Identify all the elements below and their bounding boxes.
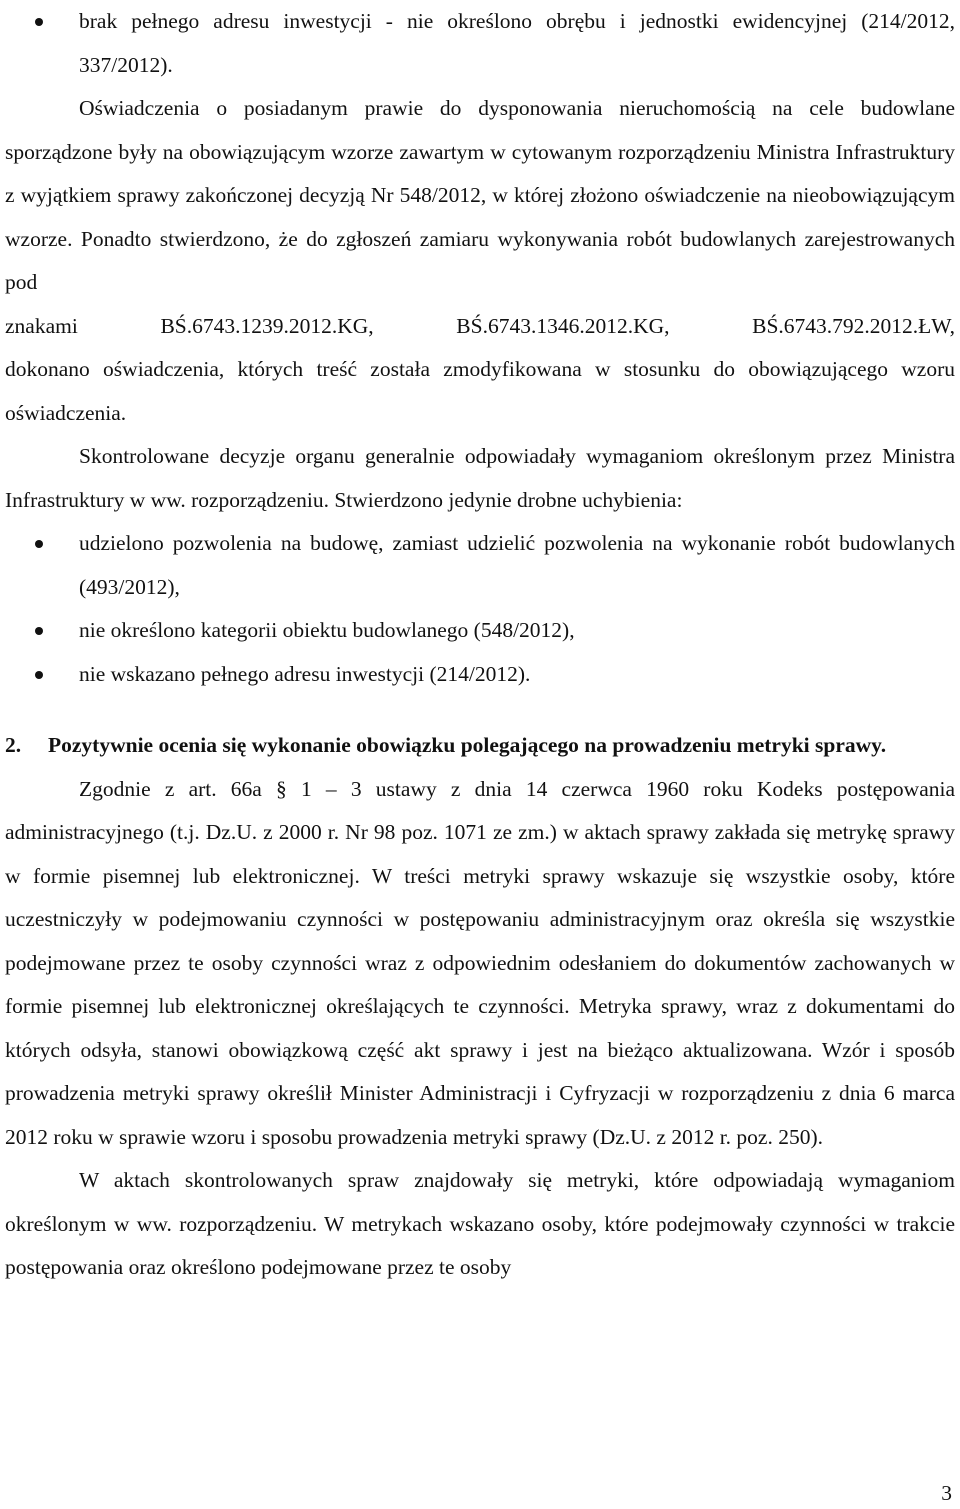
- case-code: BŚ.6743.1346.2012.KG,: [456, 313, 670, 338]
- bullet-icon: [35, 18, 43, 26]
- document-page: [5, 0, 955, 1290]
- section-heading: [5, 724, 955, 768]
- list-item: [5, 653, 955, 697]
- paragraph-legal-basis: Zgodnie z art. 66a § 1 – 3 ustawy z dnia 14 czerwca 1960 roku Kodeks postępowania administracyjnego (t.j. Dz.U. z 2000 r. Nr 98 poz. 1071 ze zm.) w aktach sprawy zakłada się metrykę sprawy w formie pisemnej lub elektronicznej. W treści metryki sprawy wskazuje się wszystkie osoby, które uczestniczyły w podejmowaniu czynności w postępowaniu administracyjnym oraz określa się wszystkie podejmowane przez te osoby czynności wraz z odpowiednim odesłaniem do dokumentów zachowanych w formie pisemnej lub elektronicznej określających te czynności. Metryka sprawy, wraz z dokumentami do których odsyła, stanowi obowiązkową część akt sprawy i jest na bieżąco aktualizowana. Wzór i sposób prowadzenia metryki sprawy określił Minister Administracji i Cyfryzacji w rozporządzeniu z dnia 6 marca 2012 roku w sprawie wzoru i sposobu prowadzenia metryki sprawy (Dz.U. z 2012 r. poz. 250).: [5, 776, 955, 1149]
- list-item-text: nie określono kategorii obiektu budowlanego (548/2012),: [79, 618, 575, 642]
- bullet-icon: [35, 540, 43, 548]
- paragraph-declarations: Oświadczenia o posiadanym prawie do dysponowania nieruchomością na cele budowlane sporządzone były na obowiązującym wzorze zawartym w cytowanym rozporządzeniu Ministra Infrastruktury z wyjątkiem sprawy zakończonej decyzją Nr 548/2012, w której złożono oświadczenie na nieobowiązującym wzorze. Ponadto stwierdzono, że do zgłoszeń zamiaru wykonywania robót budowlanych zarejestrowanych pod: [5, 96, 955, 294]
- section-number: 2.: [5, 733, 22, 757]
- paragraph-decisions: Skontrolowane decyzje organu generalnie odpowiadały wymaganiom określonym przez Ministra Infrastruktury w ww. rozporządzeniu. Stwierdzono jedynie drobne uchybienia:: [5, 444, 955, 512]
- list-item-text: udzielono pozwolenia na budowę, zamiast udzielić pozwolenia na wykonanie robót budowlanych (493/2012),: [79, 531, 955, 599]
- list-item: [5, 522, 955, 609]
- bullet-icon: [35, 627, 43, 635]
- section-title: Pozytywnie ocenia się wykonanie obowiązku polegającego na prowadzeniu metryki sprawy.: [48, 733, 887, 757]
- paragraph-findings: W aktach skontrolowanych spraw znajdowały się metryki, które odpowiadają wymaganiom określonym w ww. rozporządzeniu. W metrykach wskazano osoby, które podejmowały czynności w trakcie postępowania oraz określono podejmowane przez te osoby: [5, 1168, 955, 1279]
- codes-label: znakami: [5, 313, 78, 338]
- case-code: BŚ.6743.1239.2012.KG,: [160, 313, 374, 338]
- case-codes-line: [5, 305, 955, 349]
- list-item-text: nie wskazano pełnego adresu inwestycji (214/2012).: [79, 661, 531, 686]
- list-item-text: brak pełnego adresu inwestycji - nie określono obrębu i jednostki ewidencyjnej (214/2012, 337/2012).: [79, 9, 955, 77]
- case-code: BŚ.6743.792.2012.ŁW,: [752, 313, 955, 338]
- list-item: [5, 0, 955, 87]
- paragraph-declarations-end: dokonano oświadczenia, których treść została zmodyfikowana w stosunku do obowiązującego wzoru oświadczenia.: [5, 357, 955, 425]
- list-item: [5, 609, 955, 653]
- page-number: 3: [941, 1481, 952, 1505]
- bullet-icon: [35, 671, 43, 679]
